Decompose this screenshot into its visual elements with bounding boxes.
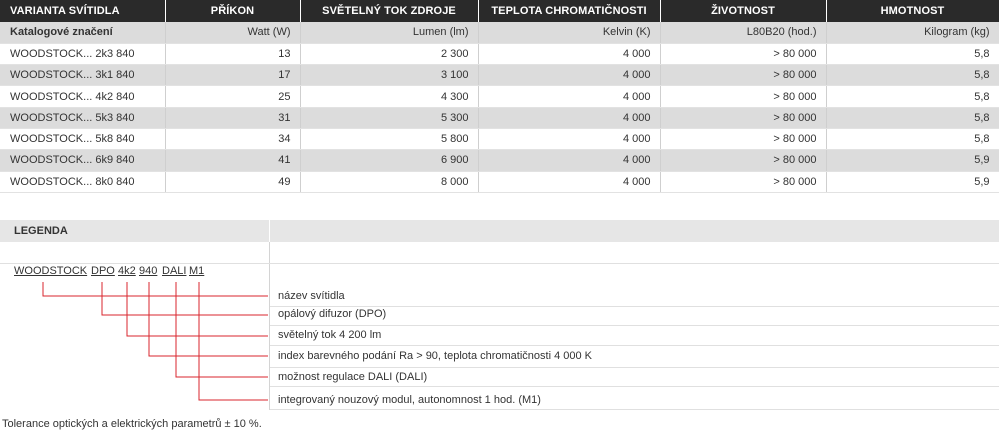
unit-cell: Katalogové značení <box>0 22 165 43</box>
legend-row-divider <box>270 325 999 326</box>
table-cell: 5,8 <box>826 86 999 107</box>
table-cell: 4 000 <box>478 107 660 128</box>
connector-line <box>149 282 268 356</box>
table-cell: > 80 000 <box>660 107 826 128</box>
table-cell: 13 <box>165 43 300 64</box>
table-cell: 5,8 <box>826 107 999 128</box>
table-cell: > 80 000 <box>660 65 826 86</box>
table-cell: > 80 000 <box>660 150 826 171</box>
table-cell: WOODSTOCK... 5k3 840 <box>0 107 165 128</box>
table-cell: 5 300 <box>300 107 478 128</box>
legend-row-divider <box>270 306 999 307</box>
table-cell: 49 <box>165 171 300 192</box>
table-cell: 4 300 <box>300 86 478 107</box>
legend-item-name: název svítidla <box>278 290 345 302</box>
unit-cell: Kilogram (kg) <box>826 22 999 43</box>
table-cell: 3 100 <box>300 65 478 86</box>
table-cell: 8 000 <box>300 171 478 192</box>
table-cell: 4 000 <box>478 171 660 192</box>
table-cell: 25 <box>165 86 300 107</box>
connector-line <box>127 282 268 336</box>
table-cell: 5,8 <box>826 43 999 64</box>
table-cell: 5,8 <box>826 65 999 86</box>
legend-row-divider <box>270 386 999 387</box>
table-cell: 5,8 <box>826 128 999 149</box>
table-cell: 34 <box>165 128 300 149</box>
table-cell: > 80 000 <box>660 128 826 149</box>
table-cell: WOODSTOCK... 2k3 840 <box>0 43 165 64</box>
legend-item-diffuser: opálový difuzor (DPO) <box>278 308 387 320</box>
table-cell: WOODSTOCK... 5k8 840 <box>0 128 165 149</box>
table-cell: 31 <box>165 107 300 128</box>
header-lifetime: ŽIVOTNOST <box>660 0 826 22</box>
unit-cell: Kelvin (K) <box>478 22 660 43</box>
legend-connector-lines <box>0 0 300 431</box>
header-weight: HMOTNOST <box>826 0 999 22</box>
unit-cell: L80B20 (hod.) <box>660 22 826 43</box>
unit-cell: Lumen (lm) <box>300 22 478 43</box>
legend-item-dali: možnost regulace DALI (DALI) <box>278 371 428 383</box>
table-cell: 4 000 <box>478 43 660 64</box>
table-cell: 4 000 <box>478 128 660 149</box>
code-part-emergency: M1 <box>189 265 205 277</box>
header-luminous-flux: SVĚTELNÝ TOK ZDROJE <box>300 0 478 22</box>
legend-title: LEGENDA <box>14 225 68 237</box>
connector-line <box>43 282 268 296</box>
code-part-cri: 940 <box>139 265 158 277</box>
table-cell: 5 800 <box>300 128 478 149</box>
table-cell: WOODSTOCK... 6k9 840 <box>0 150 165 171</box>
header-color-temperature: TEPLOTA CHROMATIČNOSTI <box>478 0 660 22</box>
header-variant: VARIANTA SVÍTIDLA <box>0 0 165 22</box>
table-cell: 17 <box>165 65 300 86</box>
table-cell: 41 <box>165 150 300 171</box>
legend-row-divider <box>270 367 999 368</box>
legend-item-emergency: integrovaný nouzový modul, autonomnost 1 hod. (M1) <box>278 394 541 406</box>
table-cell: > 80 000 <box>660 86 826 107</box>
table-cell: 5,9 <box>826 171 999 192</box>
table-cell: > 80 000 <box>660 171 826 192</box>
table-cell: 2 300 <box>300 43 478 64</box>
table-cell: 4 000 <box>478 86 660 107</box>
table-cell: WOODSTOCK... 8k0 840 <box>0 171 165 192</box>
table-cell: 5,9 <box>826 150 999 171</box>
table-cell: WOODSTOCK... 3k1 840 <box>0 65 165 86</box>
legend-row-divider <box>270 345 999 346</box>
code-part-flux: 4k2 <box>118 265 136 277</box>
legend-row-divider <box>270 409 999 410</box>
legend-item-flux: světelný tok 4 200 lm <box>278 329 382 341</box>
table-cell: WOODSTOCK... 4k2 840 <box>0 86 165 107</box>
table-cell: 4 000 <box>478 65 660 86</box>
tolerance-note: Tolerance optických a elektrických parametrů ± 10 %. <box>2 418 262 430</box>
code-part-name: WOODSTOCK <box>14 265 88 277</box>
header-power: PŘÍKON <box>165 0 300 22</box>
legend-item-cri: index barevného podání Ra > 90, teplota chromatičnosti 4 000 K <box>278 350 593 362</box>
unit-cell: Watt (W) <box>165 22 300 43</box>
code-part-dali: DALI <box>162 265 187 277</box>
connector-line <box>199 282 268 400</box>
table-cell: > 80 000 <box>660 43 826 64</box>
table-cell: 4 000 <box>478 150 660 171</box>
table-cell: 6 900 <box>300 150 478 171</box>
code-part-diffuser: DPO <box>91 265 115 277</box>
